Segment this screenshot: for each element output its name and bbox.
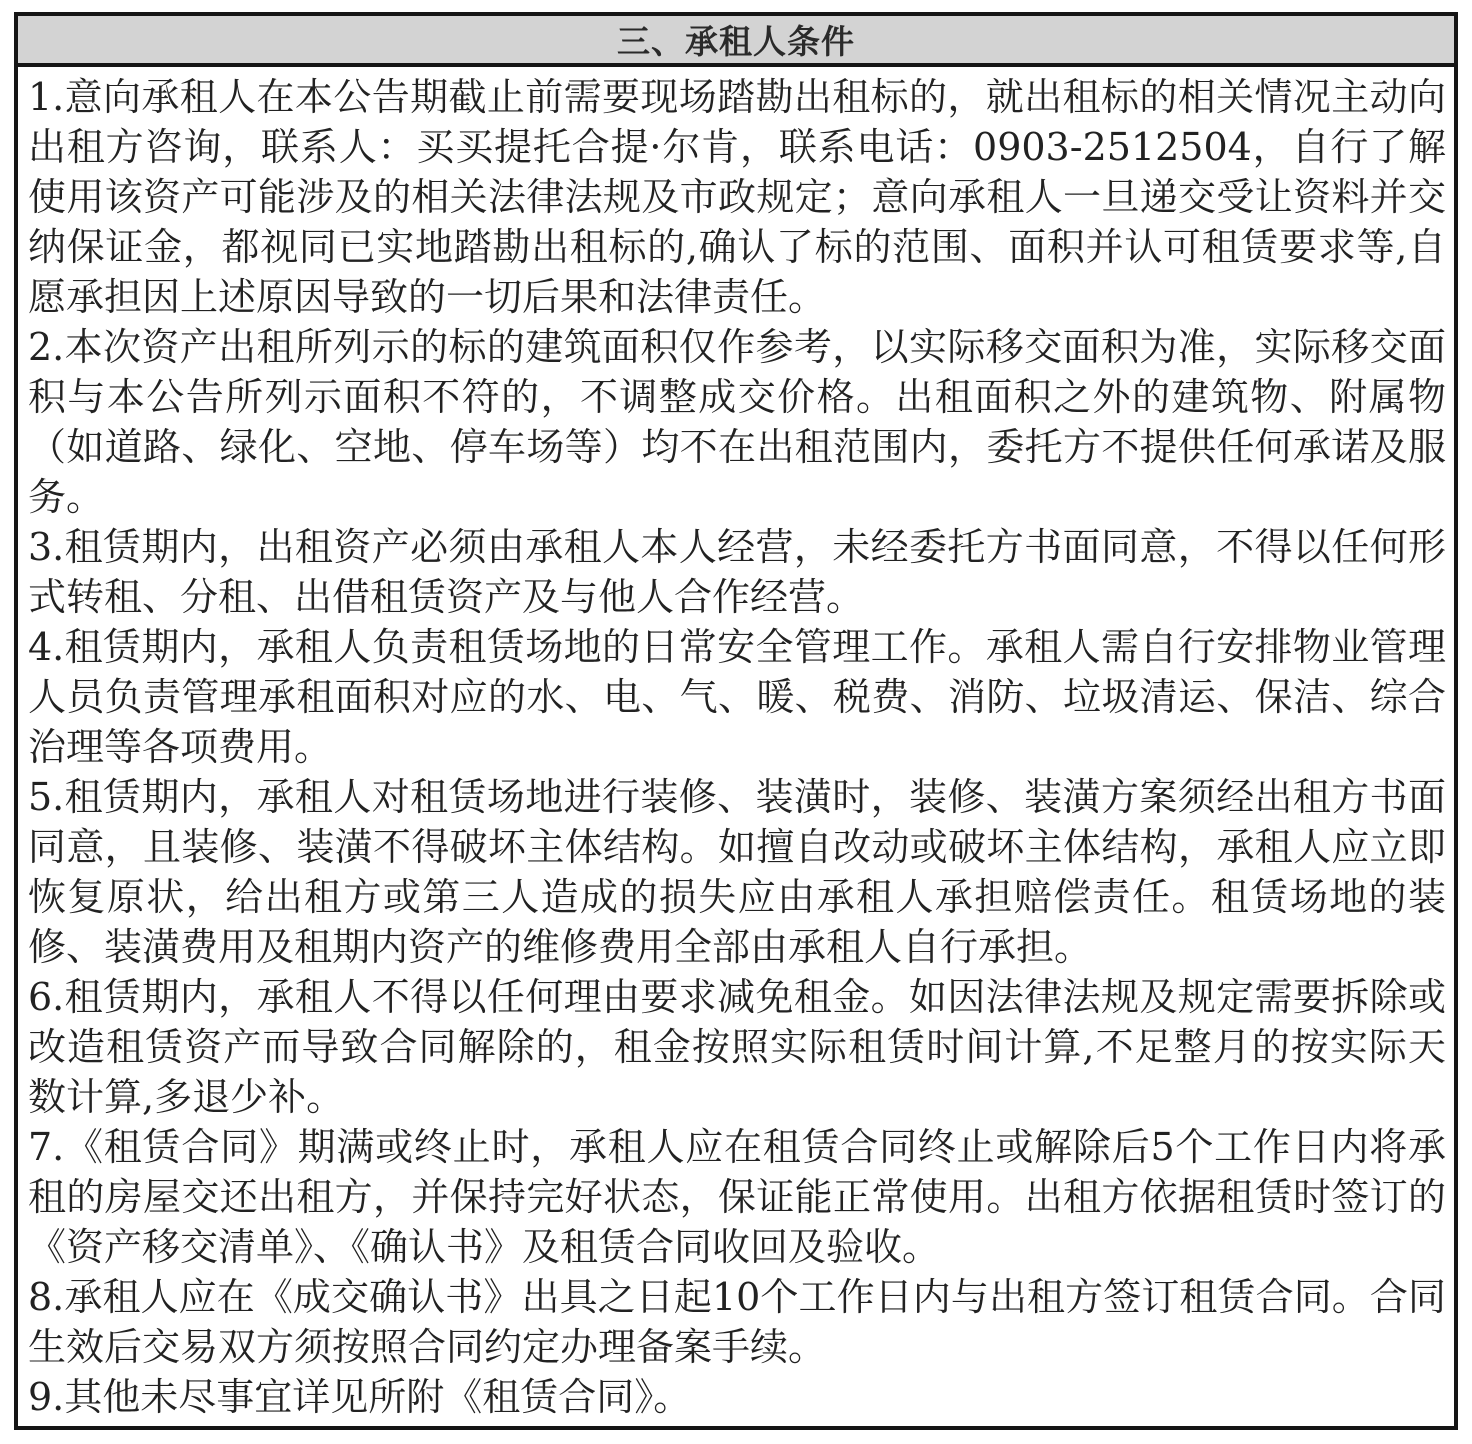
condition-item-5: 5.租赁期内，承租人对租赁场地进行装修、装潢时，装修、装潢方案须经出租方书面同意，且装修、装潢不得破坏主体结构。如擅自改动或破坏主体结构，承租人应立即恢复原状，给出租方或第三人造成的损失应由承租人承担赔偿责任。租赁场地的装修、装潢费用及租期内资产的维修费用全部由承租人自行承担。	[28, 775, 1446, 969]
condition-item-1: 1.意向承租人在本公告期截止前需要现场踏勘出租标的，就出租标的相关情况主动向出租方咨询，联系人：买买提托合提·尔肯，联系电话：0903-2512504，自行了解使用该资产可能涉及的相关法律法规及市政规定；意向承租人一旦递交受让资料并交纳保证金，都视同已实地踏勘出租标的,确认了标的范围、面积并认可租赁要求等,自愿承担因上述原因导致的一切后果和法律责任。	[28, 75, 1446, 319]
condition-item-4: 4.租赁期内，承租人负责租赁场地的日常安全管理工作。承租人需自行安排物业管理人员负责管理承租面积对应的水、电、气、暖、税费、消防、垃圾清运、保洁、综合治理等各项费用。	[28, 625, 1446, 769]
condition-item-8: 8.承租人应在《成交确认书》出具之日起10个工作日内与出租方签订租赁合同。合同生效后交易双方须按照合同约定办理备案手续。	[28, 1275, 1446, 1369]
table-header-row	[18, 16, 1454, 67]
lessee-conditions-table	[14, 12, 1458, 1430]
condition-item-6: 6.租赁期内，承租人不得以任何理由要求减免租金。如因法律法规及规定需要拆除或改造租赁资产而导致合同解除的，租金按照实际租赁时间计算,不足整月的按实际天数计算,多退少补。	[28, 975, 1446, 1119]
table-body-cell	[18, 67, 1454, 1426]
condition-item-9: 9.其他未尽事宜详见所附《租赁合同》。	[28, 1375, 692, 1419]
condition-item-7: 7.《租赁合同》期满或终止时，承租人应在租赁合同终止或解除后5个工作日内将承租的房屋交还出租方，并保持完好状态，保证能正常使用。出租方依据租赁时签订的《资产移交清单》、《确认书》及租赁合同收回及验收。	[28, 1125, 1446, 1269]
section-title: 三、承租人条件	[617, 22, 855, 61]
condition-item-3: 3.租赁期内，出租资产必须由承租人本人经营，未经委托方书面同意，不得以任何形式转租、分租、出借租赁资产及与他人合作经营。	[28, 525, 1446, 619]
condition-item-2: 2.本次资产出租所列示的标的建筑面积仅作参考，以实际移交面积为准，实际移交面积与本公告所列示面积不符的，不调整成交价格。出租面积之外的建筑物、附属物（如道路、绿化、空地、停车场等）均不在出租范围内，委托方不提供任何承诺及服务。	[28, 325, 1446, 519]
